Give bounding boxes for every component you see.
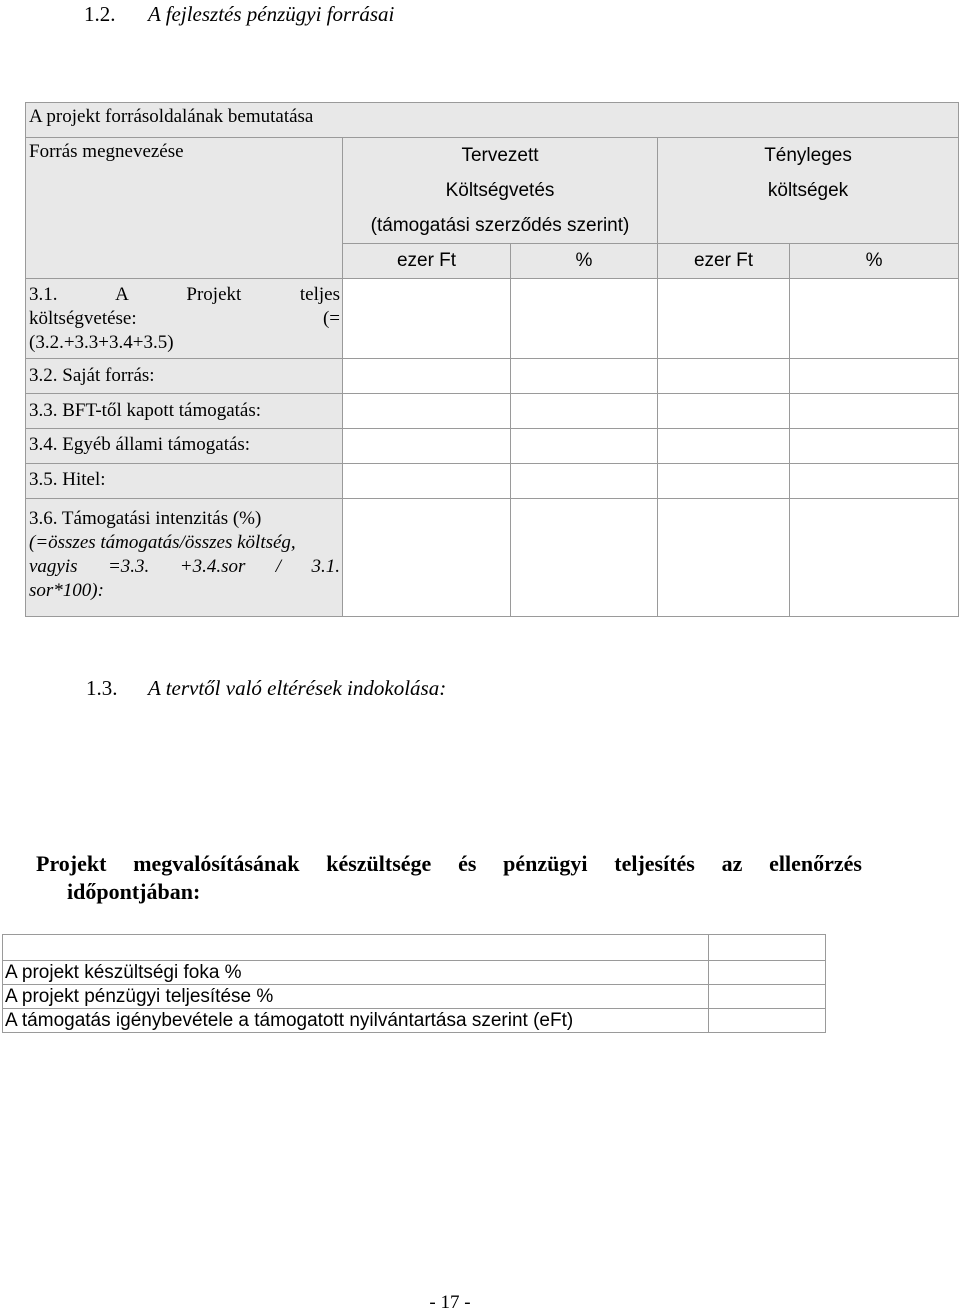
cell bbox=[790, 429, 959, 464]
progress-value-cell bbox=[709, 961, 826, 985]
section-number: 1.2. bbox=[84, 2, 116, 26]
blank-cell bbox=[3, 935, 709, 961]
unit-header: ezer Ft bbox=[658, 244, 790, 279]
blank-cell bbox=[709, 935, 826, 961]
cell bbox=[511, 359, 658, 394]
cell bbox=[790, 394, 959, 429]
cell bbox=[658, 359, 790, 394]
source-header bbox=[26, 138, 343, 279]
cell bbox=[511, 464, 658, 499]
unit-header: ezer Ft bbox=[343, 244, 511, 279]
row-label-3-5 bbox=[26, 464, 343, 499]
section-heading bbox=[84, 2, 394, 27]
progress-value-cell bbox=[709, 985, 826, 1009]
cell bbox=[790, 279, 959, 359]
funding-table-caption bbox=[26, 103, 959, 138]
progress-row-label: A projekt készültségi foka % bbox=[3, 961, 709, 985]
planned-header-line: Tervezett bbox=[461, 145, 539, 166]
actual-header-line: Tényleges bbox=[764, 145, 852, 166]
label-line: 3.6. Támogatási intenzitás (%) bbox=[29, 508, 262, 529]
actual-header-line: költségek bbox=[767, 180, 849, 201]
caption-text: A projekt forrásoldalának bemutatása bbox=[29, 106, 314, 127]
progress-row-label: A projekt pénzügyi teljesítése % bbox=[3, 985, 709, 1009]
planned-header-line: Költségvetés bbox=[445, 180, 555, 201]
cell bbox=[658, 279, 790, 359]
label-text: 3.4. Egyéb állami támogatás: bbox=[29, 434, 251, 455]
label-line: sor*100): bbox=[29, 580, 104, 601]
section-title: A fejlesztés pénzügyi forrásai bbox=[148, 2, 395, 26]
row-label-3-2 bbox=[26, 359, 343, 394]
unit-header: % bbox=[511, 244, 658, 279]
cell bbox=[343, 394, 511, 429]
unit-header: % bbox=[790, 244, 959, 279]
row-label-3-3 bbox=[26, 394, 343, 429]
label-text: 3.5. Hitel: bbox=[29, 469, 106, 490]
source-header-text: Forrás megnevezése bbox=[29, 141, 184, 162]
label-line: vagyis =3.3. +3.4.sor / 3.1. bbox=[29, 556, 341, 577]
progress-heading-line: Projekt megvalósításának készültsége és pénzügyi teljesítés az ellenőrzés bbox=[36, 851, 862, 876]
row-label-3-4 bbox=[26, 429, 343, 464]
cell bbox=[658, 394, 790, 429]
cell bbox=[343, 279, 511, 359]
label-line: (=összes támogatás/összes költség, bbox=[29, 532, 296, 553]
row-label-3-6 bbox=[26, 499, 343, 617]
cell bbox=[511, 429, 658, 464]
cell bbox=[790, 464, 959, 499]
progress-heading-line: időpontjában: bbox=[67, 879, 201, 904]
cell bbox=[343, 359, 511, 394]
actual-header bbox=[658, 138, 959, 244]
cell bbox=[511, 499, 658, 617]
section-title: A tervtől való eltérések indokolása: bbox=[148, 676, 447, 700]
cell bbox=[511, 394, 658, 429]
section-number: 1.3. bbox=[86, 676, 118, 700]
label-line: 3.1. A Projekt teljes bbox=[29, 284, 341, 305]
funding-table bbox=[25, 102, 959, 617]
cell bbox=[790, 359, 959, 394]
label-text: 3.2. Saját forrás: bbox=[29, 365, 155, 386]
section-heading bbox=[86, 676, 446, 701]
cell bbox=[658, 499, 790, 617]
cell bbox=[343, 499, 511, 617]
cell bbox=[343, 429, 511, 464]
cell bbox=[658, 429, 790, 464]
cell bbox=[658, 464, 790, 499]
progress-value-cell bbox=[709, 1009, 826, 1033]
planned-header bbox=[343, 138, 658, 244]
cell bbox=[790, 499, 959, 617]
page-number: - 17 - bbox=[429, 1292, 471, 1313]
planned-header-line: (támogatási szerződés szerint) bbox=[370, 215, 630, 236]
cell bbox=[511, 279, 658, 359]
progress-heading bbox=[36, 850, 862, 906]
label-text: 3.3. BFT-től kapott támogatás: bbox=[29, 400, 262, 421]
progress-table bbox=[2, 934, 826, 1033]
label-line: (3.2.+3.3+3.4+3.5) bbox=[29, 332, 174, 353]
label-line: költségvetése: (= bbox=[29, 308, 340, 329]
cell bbox=[343, 464, 511, 499]
row-label-3-1 bbox=[26, 279, 343, 359]
progress-row-label: A támogatás igénybevétele a támogatott nyilvántartása szerint (eFt) bbox=[3, 1009, 709, 1033]
